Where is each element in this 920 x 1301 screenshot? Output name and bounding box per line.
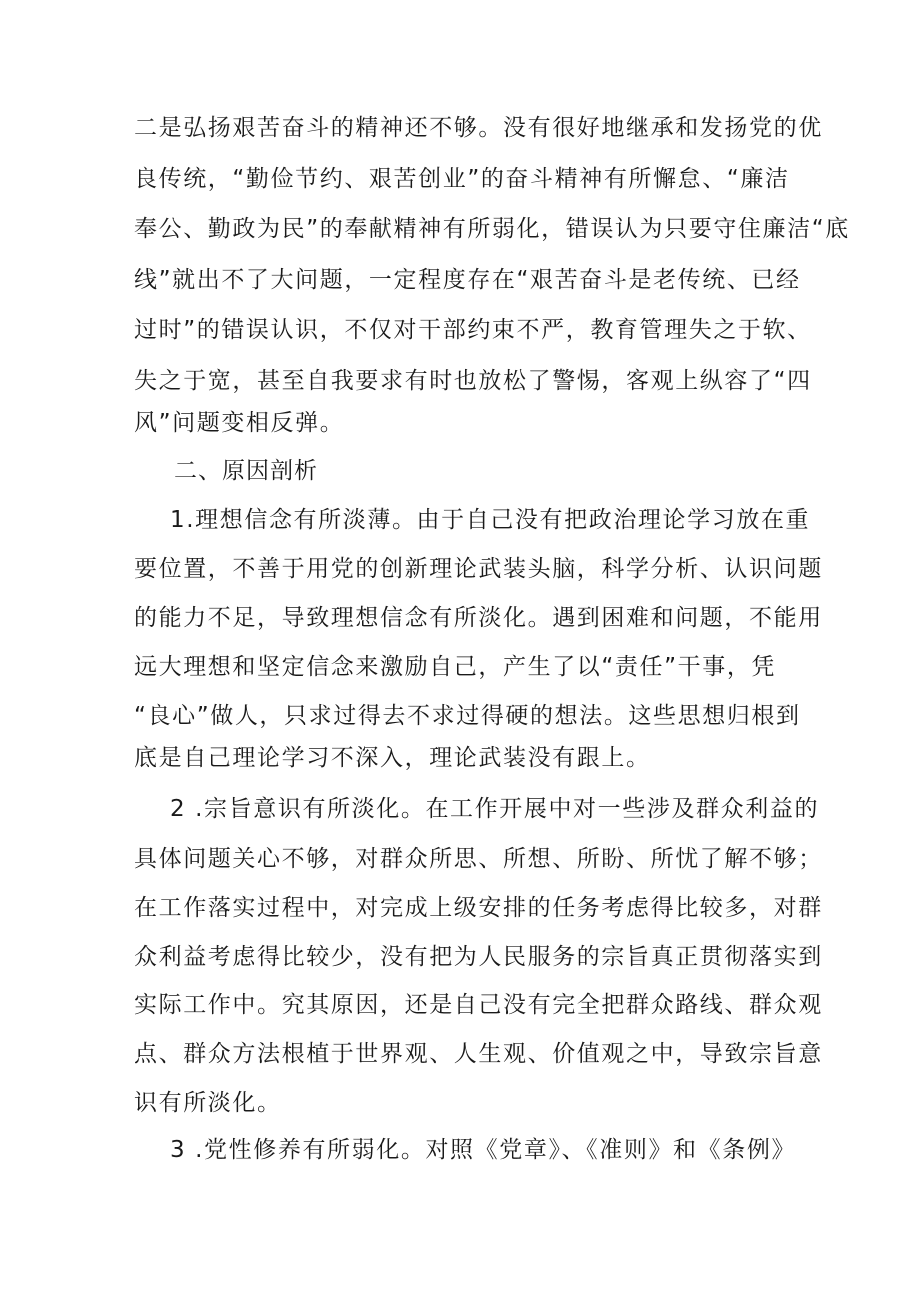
section-heading: 二、原因剖析 bbox=[174, 458, 318, 484]
text-line: 实际工作中。究其原因，还是自己没有完全把群众路线、群众观 bbox=[134, 992, 823, 1018]
text-line: “良心”做人，只求过得去不求过得硬的想法。这些思想归根到 bbox=[134, 703, 801, 729]
text-line: 良传统，“勤俭节约、艰苦创业”的奋斗精神有所懈怠、“廉洁 bbox=[134, 166, 790, 192]
text-line: 风”问题变相反弹。 bbox=[134, 410, 345, 436]
text-line: 底是自己理论学习不深入，理论武装没有跟上。 bbox=[134, 745, 651, 771]
text-line: 失之于宽，甚至自我要求有时也放松了警惕，客观上纵容了“四 bbox=[134, 368, 812, 394]
text-line: 二是弘扬艰苦奋斗的精神还不够。没有很好地继承和发扬党的优 bbox=[134, 115, 823, 141]
text-line: 的能力不足，导致理想信念有所淡化。遇到困难和问题，不能用 bbox=[134, 605, 823, 631]
text-line: 3 .党性修养有所弱化。对照《党章》、《准则》和《条例》 bbox=[170, 1137, 797, 1163]
text-line: 2 .宗旨意识有所淡化。在工作开展中对一些涉及群众利益的 bbox=[170, 796, 820, 822]
text-line: 具体问题关心不够，对群众所思、所想、所盼、所忧了解不够； bbox=[134, 846, 823, 872]
text-line: 奉公、勤政为民”的奉献精神有所弱化，错误认为只要守住廉洁“底 bbox=[134, 216, 850, 242]
text-line: 1.理想信念有所淡薄。由于自己没有把政治理论学习放在重 bbox=[170, 507, 811, 533]
text-line: 线”就出不了大问题，一定程度存在“艰苦奋斗是老传统、已经 bbox=[134, 267, 801, 293]
text-line: 点、群众方法根植于世界观、人生观、价值观之中，导致宗旨意 bbox=[134, 1041, 823, 1067]
text-line: 众利益考虑得比较少，没有把为人民服务的宗旨真正贯彻落实到 bbox=[134, 944, 823, 970]
text-line: 远大理想和坚定信念来激励自己，产生了以“责任”干事，凭 bbox=[134, 654, 777, 680]
text-line: 在工作落实过程中，对完成上级安排的任务考虑得比较多，对群 bbox=[134, 895, 823, 921]
text-line: 识有所淡化。 bbox=[134, 1090, 282, 1116]
text-line: 要位置，不善于用党的创新理论武装头脑，科学分析、认识问题 bbox=[134, 556, 823, 582]
text-line: 过时”的错误认识，不仅对干部约束不严，教育管理失之于软、 bbox=[134, 317, 812, 343]
